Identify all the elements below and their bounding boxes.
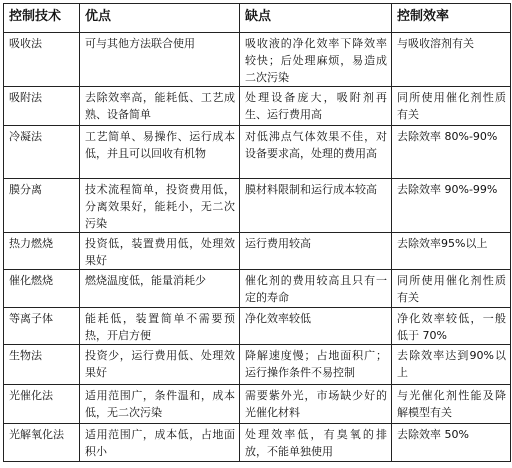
- cell-efficiency: 与光催化剂性能及降解模型有关: [392, 385, 511, 424]
- cell-efficiency: 去除效率 80%-90%: [392, 126, 511, 179]
- cell-technology: 催化燃烧: [4, 270, 80, 308]
- table-row: [4, 233, 511, 270]
- cell-disadvantages: 处理效率低，有臭氧的排放，不能单独使用: [240, 424, 392, 462]
- cell-advantages: 工艺简单、易操作、运行成本低，并且可以回收有机物: [80, 126, 240, 179]
- table-header-row: [4, 4, 511, 33]
- cell-technology: 生物法: [4, 345, 80, 385]
- cell-advantages: 燃烧温度低，能量消耗少: [80, 270, 240, 308]
- table-row: [4, 424, 511, 462]
- cell-disadvantages: 膜材料限制和运行成本较高: [240, 179, 392, 233]
- header-advantages: 优点: [80, 4, 240, 33]
- cell-disadvantages: 运行费用较高: [240, 233, 392, 270]
- cell-advantages: 投资少，运行费用低、处理效果好: [80, 345, 240, 385]
- cell-disadvantages: 处理设备庞大，吸附剂再生、运行费用高: [240, 87, 392, 126]
- table-row: [4, 126, 511, 179]
- table-row: [4, 270, 511, 308]
- voc-control-technology-table: [3, 3, 511, 462]
- cell-efficiency: 同所使用催化剂性质有关: [392, 87, 511, 126]
- table-row: [4, 87, 511, 126]
- cell-advantages: 去除效率高，能耗低、工艺成熟、设备简单: [80, 87, 240, 126]
- cell-disadvantages: 需要紫外光，市场缺少好的光催化材料: [240, 385, 392, 424]
- cell-technology: 吸附法: [4, 87, 80, 126]
- cell-technology: 光解氧化法: [4, 424, 80, 462]
- header-technology: 控制技术: [4, 4, 80, 33]
- cell-disadvantages: 吸收液的净化效率下降效率较快；后处理麻烦，易造成二次污染: [240, 33, 392, 87]
- cell-efficiency: 去除效率 90%-99%: [392, 179, 511, 233]
- cell-efficiency: 同所使用催化剂性质有关: [392, 270, 511, 308]
- cell-efficiency: 去除效率达到90%以上: [392, 345, 511, 385]
- cell-efficiency: 净化效率较低，一般低于 70%: [392, 308, 511, 345]
- cell-efficiency: 去除效率95%以上: [392, 233, 511, 270]
- cell-technology: 热力燃烧: [4, 233, 80, 270]
- cell-technology: 等离子体: [4, 308, 80, 345]
- table-row: [4, 345, 511, 385]
- table-row: [4, 385, 511, 424]
- cell-efficiency: 去除效率 50%: [392, 424, 511, 462]
- comparison-table-container: [3, 3, 511, 462]
- header-disadvantages: 缺点: [240, 4, 392, 33]
- cell-technology: 冷凝法: [4, 126, 80, 179]
- cell-disadvantages: 对低沸点气体效果不佳，对设备要求高，处理的费用高: [240, 126, 392, 179]
- cell-efficiency: 与吸收溶剂有关: [392, 33, 511, 87]
- table-row: [4, 33, 511, 87]
- cell-disadvantages: 催化剂的费用较高且只有一定的寿命: [240, 270, 392, 308]
- cell-advantages: 适用范围广，条件温和，成本低，无二次污染: [80, 385, 240, 424]
- cell-disadvantages: 降解速度慢；占地面积广；运行操作条件不易控制: [240, 345, 392, 385]
- cell-advantages: 投资低，装置费用低，处理效果好: [80, 233, 240, 270]
- header-efficiency: 控制效率: [392, 4, 511, 33]
- cell-advantages: 技术流程简单，投资费用低，分离效果好，能耗小，无二次污染: [80, 179, 240, 233]
- cell-disadvantages: 净化效率较低: [240, 308, 392, 345]
- cell-advantages: 能耗低，装置简单不需要预热，开启方便: [80, 308, 240, 345]
- cell-technology: 吸收法: [4, 33, 80, 87]
- table-row: [4, 179, 511, 233]
- table-row: [4, 308, 511, 345]
- cell-technology: 膜分离: [4, 179, 80, 233]
- cell-advantages: 可与其他方法联合使用: [80, 33, 240, 87]
- cell-advantages: 适用范围广，成本低，占地面积小: [80, 424, 240, 462]
- cell-technology: 光催化法: [4, 385, 80, 424]
